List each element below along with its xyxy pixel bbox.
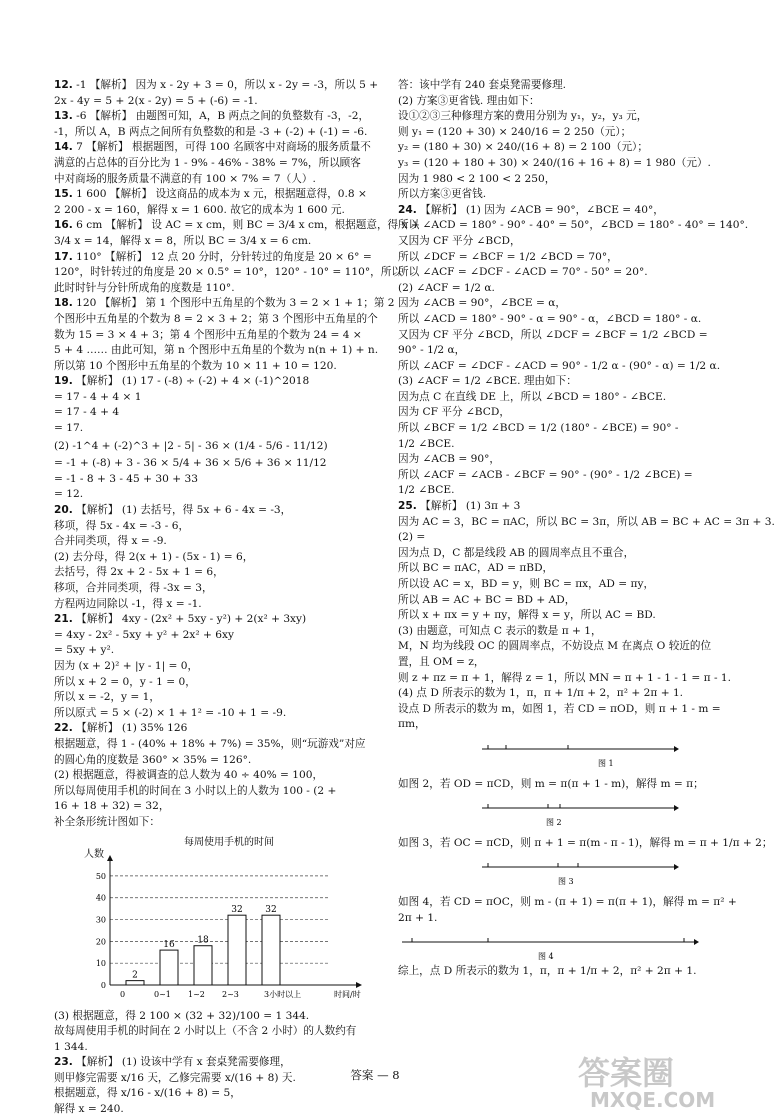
question-number: 22. bbox=[54, 722, 73, 735]
answer-line: 2π + 1. bbox=[398, 911, 438, 924]
question-number: 15. bbox=[54, 188, 73, 201]
y-axis-label: 人数 bbox=[84, 848, 104, 860]
answer-line: 则 z + πz = π + 1，解得 z = 1，所以 MN = π + 1 - 1 - 1 = π - 1. bbox=[398, 671, 731, 684]
answer-line: 【解析】 (1) 35% 126 bbox=[76, 722, 188, 735]
answer-line: 设点 D 所表示的数为 m，如图 1，若 CD = πOD，则 π + 1 - m = bbox=[398, 702, 721, 715]
answer-line: 根据题意，得 1 - (40% + 18% + 7%) = 35%，则“玩游戏”对应 bbox=[54, 737, 366, 750]
y-tick-label: 30 bbox=[95, 915, 106, 925]
answer-line: 满意的占总体的百分比为 1 - 9% - 46% - 38% = 7%，所以顾客 bbox=[54, 156, 361, 169]
answer-line: 所以 ∠ACD = 180° - 90° - 40° = 50°，∠BCD = 180° - 40° = 140°. bbox=[398, 219, 749, 232]
answer-line: -6 【解析】 由题图可知，A，B 两点之间的负整数有 -3，-2， bbox=[76, 110, 370, 123]
answer-line: 因为 (x + 2)² + |y - 1| = 0， bbox=[54, 659, 199, 672]
answer-line: (2) = bbox=[398, 531, 426, 544]
answer-line: = 12. bbox=[54, 488, 84, 501]
answer-line: 所以第 10 个图形中五角星的个数为 10 × 11 + 10 = 120. bbox=[54, 359, 337, 372]
answer-line: y₂ = (180 + 30) × 240/(16 + 8) = 2 100（元）； bbox=[398, 141, 648, 154]
figure-caption: 图 2 bbox=[546, 818, 562, 828]
data-label: 2 bbox=[132, 970, 138, 981]
answer-line: 故每周使用手机的时间在 2 小时以上（不含 2 小时）的人数约有 bbox=[54, 1025, 357, 1038]
answer-line: = 4xy - 2x² - 5xy + y² + 2x² + 6xy bbox=[54, 628, 234, 641]
answer-line: -1，所以 A，B 两点之间所有负整数的和是 -3 + (-2) + (-1) = -6. bbox=[54, 125, 368, 138]
answer-line: 补全条形统计图如下： bbox=[54, 815, 160, 828]
x-tick-label: 1~2 bbox=[188, 989, 205, 999]
x-tick-label: 0 bbox=[120, 989, 126, 999]
answer-line: = 5xy + y². bbox=[54, 644, 115, 657]
answer-line: (2) 方案③更省钱. 理由如下： bbox=[398, 94, 540, 107]
answer-22 bbox=[54, 721, 384, 1055]
answer-line: (3) ∠ACF = 1/2 ∠BCE. 理由如下： bbox=[398, 375, 577, 388]
answer-line: = -1 - 8 + 3 - 45 + 30 + 33 bbox=[54, 472, 198, 485]
data-label: 16 bbox=[163, 939, 175, 950]
answer-line: 90° - 1/2 α， bbox=[398, 344, 466, 357]
answer-line: 所以 ∠DCF = ∠BCF = 1/2 ∠BCD = 70°， bbox=[398, 250, 618, 263]
answer-line: 【解析】 (1) 因为 ∠ACB = 90°，∠BCE = 40°， bbox=[420, 203, 664, 216]
answer-line: 所以原式 = 5 × (-2) × 1 + 1² = -10 + 1 = -9. bbox=[54, 706, 287, 719]
answer-line: 方程两边同除以 -1，得 x = -1. bbox=[54, 597, 202, 610]
answer-line: 120°，时针转过的角度是 20 × 0.5° = 10°，120° - 10° = 110°，所以 bbox=[54, 266, 402, 279]
answer-line: 【解析】 (1) 17 - (-8) ÷ (-2) + 4 × (-1)^2018 bbox=[76, 375, 310, 388]
answer-line: 6 cm 【解析】 设 AC = x cm，则 BC = 3/4 x cm，根据题意，得 x + bbox=[76, 219, 420, 232]
answer-line: = -1 + (-8) + 3 - 36 × 5/4 + 36 × 5/6 + 36 × 11/12 bbox=[54, 457, 327, 470]
answer-23-continued bbox=[398, 78, 716, 203]
answer-line: 因为 1 980 < 2 100 < 2 250， bbox=[398, 172, 556, 185]
answer-line: (3) 由题意，可知点 C 表示的数是 π + 1， bbox=[398, 624, 602, 637]
figure-caption: 图 1 bbox=[598, 758, 614, 768]
answer-line: 1 600 【解析】 设这商品的成本为 x 元，根据题意得，0.8 × bbox=[76, 188, 367, 201]
answer-line: 因为点 D，C 都是线段 AB 的圆周率点且不重合， bbox=[398, 546, 635, 559]
answer-line: (4) 点 D 所表示的数为 1，π，π + 1/π + 2，π² + 2π + 1. bbox=[398, 687, 684, 700]
answer-line: (3) 根据题意，得 2 100 × (32 + 32)/100 = 1 344. bbox=[54, 1009, 310, 1022]
question-number: 24. bbox=[398, 203, 417, 216]
y-tick-label: 20 bbox=[95, 936, 106, 946]
answer-line: 因为 AC = 3，BC = πAC，所以 BC = 3π，所以 AB = BC + AC = 3π + 3. bbox=[398, 515, 775, 528]
answer-line: 此时时针与分针所成角的度数是 110°. bbox=[54, 281, 235, 294]
bar-chart bbox=[84, 835, 384, 1007]
answer-line: 则 y₁ = (120 + 30) × 240/16 = 2 250（元）； bbox=[398, 125, 632, 138]
answer-14 bbox=[54, 140, 384, 187]
question-number: 25. bbox=[398, 500, 417, 513]
answer-line: 因为 ∠ACB = 90°，∠BCE = α， bbox=[398, 297, 567, 310]
answer-line: 解得 x = 240. bbox=[54, 1103, 124, 1116]
question-number: 13. bbox=[54, 110, 73, 123]
answer-line: 所以 AB = AC + BC = BD + AD， bbox=[398, 593, 576, 606]
arrow-head bbox=[674, 864, 679, 870]
answer-line: 移项，得 5x - 4x = -3 - 6， bbox=[54, 519, 190, 532]
answer-line: 所以 ∠ACF = ∠DCF - ∠ACD = 70° - 50° = 20°. bbox=[398, 266, 648, 279]
y-tick-label: 0 bbox=[100, 980, 106, 990]
answer-line: (2) ∠ACF = 1/2 α. bbox=[398, 281, 495, 294]
answer-line: 则甲修完需要 x/16 天，乙修完需要 x/(16 + 8) 天. bbox=[54, 1071, 296, 1084]
question-number: 18. bbox=[54, 297, 73, 310]
answer-line: 所以 ∠ACF = ∠DCF - ∠ACD = 90° - 1/2 α - (90° - α) = 1/2 α. bbox=[398, 359, 721, 372]
answer-21 bbox=[54, 612, 384, 721]
answer-18 bbox=[54, 296, 395, 374]
answer-line: 【解析】 (1) 设该中学有 x 套桌凳需要修理， bbox=[76, 1056, 291, 1069]
watermark-logo bbox=[578, 1048, 738, 1114]
answer-line: 2 200 - x = 160，解得 x = 1 600. 故它的成本为 1 600 元. bbox=[54, 203, 345, 216]
answer-line: 所以 x + 2 = 0，y - 1 = 0， bbox=[54, 675, 196, 688]
answer-line: 所以设 AC = x，BD = y，则 BC = πx，AD = πy， bbox=[398, 578, 655, 590]
question-number: 16. bbox=[54, 219, 73, 232]
chart-title: 每周使用手机的时间 bbox=[184, 836, 274, 848]
answer-line: 根据题意，得 x/16 - x/(16 + 8) = 5， bbox=[54, 1087, 241, 1100]
answer-line: 如图 2，若 OD = πCD，则 m = π(π + 1 - m)，解得 m = π； bbox=[398, 777, 704, 790]
answer-12 bbox=[54, 78, 384, 109]
answer-line: 设①②③三种修理方案的费用分别为 y₁，y₂，y₃ 元， bbox=[398, 110, 648, 123]
answer-line: 因为点 C 在直线 DE 上，所以 ∠BCD = 180° - ∠BCE. bbox=[398, 390, 667, 403]
answer-16 bbox=[54, 218, 420, 249]
answer-line: 的圆心角的度数是 360° × 35% = 126°. bbox=[54, 753, 252, 766]
arrow-head bbox=[674, 746, 679, 752]
question-number: 20. bbox=[54, 504, 73, 517]
y-axis-arrow bbox=[107, 855, 113, 861]
answer-line: 【解析】 (1) 3π + 3 bbox=[420, 500, 521, 513]
answer-line: 3/4 x = 14，解得 x = 8，所以 BC = 3/4 x = 6 cm. bbox=[54, 234, 312, 247]
question-number: 14. bbox=[54, 141, 73, 154]
number-line-figure-2 bbox=[478, 794, 678, 828]
answer-line: -1 【解析】 因为 x - 2y + 3 = 0，所以 x - 2y = -3，所以 5 + bbox=[76, 79, 379, 91]
answer-24 bbox=[398, 203, 749, 499]
answer-line: 置，且 OM = z， bbox=[398, 655, 485, 668]
answer-line: y₃ = (120 + 180 + 30) × 240/(16 + 16 + 8) = 1 980（元）. bbox=[398, 156, 711, 169]
answer-line: 移项，合并同类项，得 -3x = 3， bbox=[54, 582, 213, 594]
figure-caption: 图 4 bbox=[538, 952, 554, 962]
answer-line: 又因为 CF 平分 ∠BCD，所以 ∠DCF = ∠BCF = 1/2 ∠BCD = bbox=[398, 328, 708, 341]
arrow-head bbox=[694, 939, 699, 945]
question-number: 23. bbox=[54, 1056, 73, 1069]
answer-line: 所以 x = -2，y = 1， bbox=[54, 691, 160, 704]
arrow-head bbox=[674, 805, 679, 811]
answer-line: 【解析】 4xy - (2x² + 5xy - y²) + 2(x² + 3xy) bbox=[76, 613, 307, 626]
answer-line: 因为 ∠ACB = 90°， bbox=[398, 453, 500, 466]
answer-line: 16 + 18 + 32) = 32， bbox=[54, 800, 170, 813]
figure-caption: 图 3 bbox=[558, 877, 574, 887]
y-tick-label: 40 bbox=[95, 893, 106, 903]
page-number: 答案 — 8 bbox=[350, 1068, 400, 1082]
answer-17 bbox=[54, 250, 402, 297]
x-tick-label: 0~1 bbox=[154, 989, 171, 999]
bar-chart-svg bbox=[84, 835, 384, 1007]
answer-line: 所以 BC = πAC，AD = πBD， bbox=[398, 562, 554, 575]
x-tick-label: 2~3 bbox=[222, 989, 239, 999]
answer-line: 数为 15 = 3 × 4 + 3；第 4 个图形中五角星的个数为 24 = 4 × bbox=[54, 328, 362, 341]
answer-25 bbox=[398, 499, 775, 980]
x-tick-label: 3小时以上 bbox=[264, 989, 302, 999]
answer-line: = 17. bbox=[54, 422, 84, 435]
question-number: 19. bbox=[54, 375, 73, 388]
answer-line: πm， bbox=[398, 718, 426, 731]
number-line-figure-3 bbox=[478, 853, 678, 887]
answer-line: 综上，点 D 所表示的数为 1，π，π + 1/π + 2，π² + 2π + 1. bbox=[398, 965, 697, 978]
number-line-figure-4 bbox=[398, 928, 698, 962]
data-label: 32 bbox=[265, 904, 277, 915]
answer-20 bbox=[54, 503, 384, 612]
right-column bbox=[398, 78, 775, 980]
answer-line: 答：该中学有 240 套桌凳需要修理. bbox=[398, 79, 567, 91]
question-number: 12. bbox=[54, 79, 73, 91]
bar bbox=[262, 915, 280, 985]
answer-line: 所以 ∠ACD = 180° - 90° - α = 90° - α，∠BCD = 180° - α. bbox=[398, 312, 702, 325]
answer-line: 1/2 ∠BCE. bbox=[398, 437, 455, 450]
data-label: 18 bbox=[197, 935, 209, 946]
answer-line: 1 344. bbox=[54, 1040, 88, 1053]
y-tick-label: 50 bbox=[95, 871, 106, 881]
data-label: 32 bbox=[231, 904, 243, 915]
answer-line: 所以 ∠ACF = ∠ACB - ∠BCF = 90° - (90° - 1/2 ∠BCE) = bbox=[398, 468, 693, 481]
answer-19 bbox=[54, 374, 384, 503]
answer-15 bbox=[54, 187, 384, 218]
answer-line: 去括号，得 2x + 2 - 5x + 1 = 6， bbox=[54, 566, 224, 579]
answer-line: (2) 去分母，得 2(x + 1) - (5x - 1) = 6， bbox=[54, 550, 254, 563]
answer-line: = 17 - 4 + 4 × 1 bbox=[54, 390, 142, 403]
answer-line: (2) 根据题意，得被调查的总人数为 40 ÷ 40% = 100， bbox=[54, 769, 324, 782]
answer-line: 7 【解析】 根据题图，可得 100 名顾客中对商场的服务质量不 bbox=[76, 141, 371, 154]
answer-line: 5 + 4 …… 由此可知，第 n 个图形中五角星的个数为 n(n + 1) + n. bbox=[54, 344, 379, 357]
answer-line: 110° 【解析】 12 点 20 分时，分针转过的角度是 20 × 6° = bbox=[76, 250, 372, 263]
answer-line: 所以 ∠BCF = 1/2 ∠BCD = 1/2 (180° - ∠BCE) = 90° - bbox=[398, 422, 679, 435]
answer-line: 1/2 ∠BCE. bbox=[398, 484, 455, 497]
y-tick-label: 10 bbox=[95, 958, 106, 968]
answer-line: 个图形中五角星的个数为 8 = 2 × 3 + 2；第 3 个图形中五角星的个 bbox=[54, 312, 378, 325]
answer-line: 120 【解析】 第 1 个图形中五角星的个数为 3 = 2 × 1 + 1；第 2 bbox=[76, 297, 395, 310]
answer-line: 合并同类项，得 x = -9. bbox=[54, 535, 167, 548]
answer-line: 所以方案③更省钱. bbox=[398, 188, 487, 201]
x-axis-label: 时间/时 bbox=[334, 989, 361, 999]
answer-line: 中对商场的服务质量不满意的有 100 × 7% = 7（人）. bbox=[54, 172, 316, 185]
answer-line: 所以每周使用手机的时间在 3 小时以上的人数为 100 - (2 + bbox=[54, 784, 337, 797]
answer-line: 所以 x + πx = y + πy，解得 x = y，所以 AC = BD. bbox=[398, 609, 656, 622]
watermark-text: 答案圈 bbox=[578, 1054, 675, 1092]
answer-line: 如图 3，若 OC = πCD，则 π + 1 = π(m - π - 1)，解得 m = π + 1/π + 2； bbox=[398, 836, 773, 849]
bar bbox=[228, 915, 246, 985]
answer-line: 【解析】 (1) 去括号，得 5x + 6 - 4x = -3， bbox=[76, 504, 292, 517]
answer-13 bbox=[54, 109, 384, 140]
number-line-figure-1 bbox=[478, 735, 678, 769]
answer-line: (2) -1^4 + (-2)^3 + |2 - 5| - 36 × (1/4 - 5/6 - 11/12) bbox=[54, 439, 328, 452]
question-number: 21. bbox=[54, 613, 73, 626]
bar bbox=[160, 950, 178, 985]
bar bbox=[126, 980, 144, 984]
answer-line: M，N 均为线段 OC 的圆周率点，不妨设点 M 在离点 O 较近的位 bbox=[398, 640, 712, 653]
answer-line: = 17 - 4 + 4 bbox=[54, 406, 120, 419]
answer-line: 如图 4，若 CD = πOC，则 m - (π + 1) = π(π + 1)，解得 m = π² + bbox=[398, 895, 737, 908]
answer-line: 2x - 4y = 5 + 2(x - 2y) = 5 + (-6) = -1. bbox=[54, 94, 258, 107]
question-number: 17. bbox=[54, 250, 73, 263]
answer-line: 又因为 CF 平分 ∠BCD， bbox=[398, 234, 521, 247]
bar bbox=[194, 945, 212, 984]
answer-line: 因为 CF 平分 ∠BCD， bbox=[398, 406, 510, 419]
answer-23 bbox=[54, 1055, 384, 1117]
x-axis-arrow bbox=[356, 982, 362, 988]
watermark-url: MXQE.COM bbox=[590, 1088, 716, 1112]
